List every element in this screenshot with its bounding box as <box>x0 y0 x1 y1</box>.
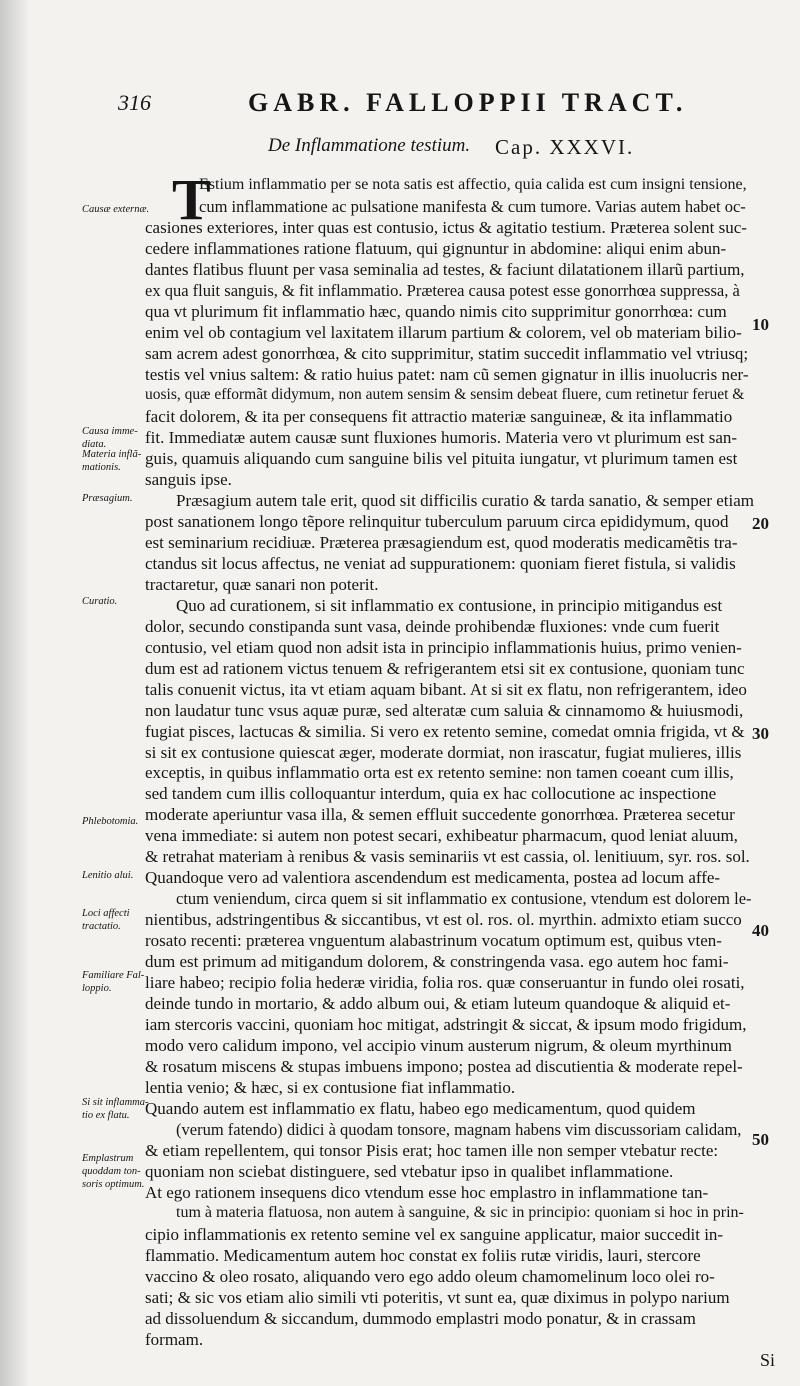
text-line: Quo ad curationem, si sit inflammatio ex contusione, in principio mitigandus est <box>176 595 723 615</box>
text-line: flammatio. Medicamentum autem hoc constat ex foliis rutæ viridis, lauri, stercore <box>145 1246 701 1266</box>
text-line: Estium inflammatio per se nota satis est affectio, quia calida est cum insigni tensione, <box>199 176 747 193</box>
text-line: dantes flatibus fluunt per vasa seminalia ad testes, & faciunt dilatationem illarũ partium, <box>145 259 745 279</box>
text-line: dum est primum ad mitigandum dolorem, & constringenda vasa. ego autem hoc fami- <box>145 952 729 972</box>
text-line: ex qua fluit sanguis, & fit inflammatio. Præterea causa potest esse gonorrhœa suppressa, à <box>145 280 740 300</box>
text-line: lentia venio; & hæc, si ex contusione fiat inflammatio. <box>145 1078 516 1098</box>
text-line: exceptis, in quibus inflammatio orta est ex retento semine: non tamen coeant cum illis, <box>145 763 734 783</box>
margin-note: Familiare Fal-loppio. <box>82 970 145 994</box>
text-line: modo vero calidum impono, vel accipio vinum austerum nigrum, & oleum myrthinum <box>145 1036 732 1056</box>
running-title: GABR. FALLOPPII TRACT. <box>248 88 688 117</box>
text-line: quoniam non sciebat distinguere, sed vtebatur ipso in qualibet inflammatione. <box>145 1162 674 1182</box>
text-line: cedere inflammationes ratione flatuum, qui gignuntur in abdomine: aliqui enim abun- <box>145 238 727 258</box>
text-line: casiones exteriores, inter quas est contusio, ictus & agitatio testium. Præterea solent suc- <box>145 217 747 237</box>
text-line: facit dolorem, & ita per consequens fit attractio materiæ sanguineæ, & ita inflammatio <box>145 406 733 426</box>
text-line: Quandoque vero ad valentiora ascendendum est medicamenta, postea ad locum affe- <box>145 868 721 888</box>
text-line: deinde tundo in mortario, & addo album oui, & etiam luteum quandoque & aliquid et- <box>145 994 731 1014</box>
text-line: sanguis ipse. <box>145 469 232 489</box>
text-line: sed tandem cum illis colloquantur interdum, quia ex hac collocutione ac inspectione <box>145 784 717 804</box>
text-line: & retrahat materiam à renibus & vasis seminariis vt est cassia, ol. lenitiuum, syr. ros. sol. <box>145 847 750 867</box>
margin-note: Loci affecti tractatio. <box>82 908 130 932</box>
text-line: moderate aperiuntur vasa illa, & semen effluit succedente gonorrhœa. Præterea secetur <box>145 805 735 825</box>
text-line: liare habeo; recipio folia hederæ viridia, folia ros. quæ conseruantur in fundo olei rosati, <box>145 973 745 993</box>
text-line: rosato recenti: præterea vnguentum alabastrinum vocatum optimum est, quibus vten- <box>145 931 722 951</box>
text-line: Quando autem est inflammatio ex flatu, habeo ego medicamentum, quod quidem <box>145 1099 696 1119</box>
text-line: guis, quamuis aliquando cum sanguine bilis vel pituita iungatur, vt plurimum tamen est <box>145 448 738 468</box>
page-number: 316 <box>118 90 151 115</box>
text-line: uosis, quæ efformãt didymum, non autem sensim & sensim debeat fluere, cum retinetur feruet & <box>145 385 745 403</box>
text-line: fit. Immediatæ autem causæ sunt fluxiones humoris. Materia vero vt plurimum est san- <box>145 427 738 447</box>
text-line: cum inflammatione ac pulsatione manifesta & cum tumore. Varias autem habet oc- <box>199 196 746 216</box>
text-line: & rosatum miscens & stupas imbuens impono; postea ad discutientia & moderate repel- <box>145 1057 743 1077</box>
text-line: contusio, vel etiam quod non adsit ista in principio inflammationis huius, primo venien- <box>145 637 742 657</box>
text-line: (verum fatendo) didici à quodam tonsore, magnam habens vim discussoriam calidam, <box>176 1120 742 1140</box>
drop-cap-initial: T <box>172 167 211 232</box>
text-line: iam stercoris vaccini, quoniam hoc mitigat, adstringit & siccat, & ipsum modo frigidum, <box>145 1015 747 1035</box>
line-number: 10 <box>752 315 769 334</box>
margin-note: Phlebotomia. <box>82 816 139 827</box>
text-line: formam. <box>145 1330 204 1349</box>
text-line: cipio inflammationis ex retento semine vel ex sanguine applicatur, maior succedit in- <box>145 1225 724 1245</box>
text-line: nientibus, adstringentibus & siccantibus, vt est ol. ros. ol. myrthin. admixto etiam succo <box>145 910 742 930</box>
margin-note: Causa imme-diata. <box>82 426 138 450</box>
text-line: ad dissoluendum & siccandum, dummodo emplastri modo ponatur, & in crassam <box>145 1309 696 1329</box>
text-line: enim vel ob contagium vel laxitatem illarum partium & colorem, vel ob materiam bilio- <box>145 322 742 342</box>
text-line: talis conuenit victus, ita vt etiam aquam bibant. At si sit ex flatu, non refrigerantem, ideo <box>145 679 747 699</box>
margin-note: Præsagium. <box>82 493 133 504</box>
text-line: dum est ad rationem victus tenuem & refrigerantem etsi sit ex contusione, quoniam tunc <box>145 658 745 678</box>
line-number: 20 <box>752 514 769 533</box>
text-line: post sanationem longo tẽpore relinquitur tuberculum paruum circa epididymum, quod <box>145 511 729 531</box>
margin-note: Lenitio alui. <box>82 870 134 881</box>
chapter-heading: Cap. XXXVI. <box>495 135 635 159</box>
line-number: 30 <box>752 724 769 743</box>
text-line: vena immediate: si autem non potest secari, exhibeatur pharmacum, quod leniat aluum, <box>145 826 738 846</box>
text-line: est seminarium recidiuæ. Præterea præsagiendum est, quod moderatis medicamẽtis tra- <box>145 532 738 552</box>
text-line: & etiam repellentem, qui tonsor Pisis erat; hoc tamen ille non semper vtebatur recte: <box>145 1141 719 1161</box>
text-line: non laudatur tunc vsus aquæ puræ, sed alteratæ cum saluia & cinnamomo & huiusmodi, <box>145 700 744 720</box>
catchword: Si <box>760 1350 776 1370</box>
margin-note: Si sit inflamma-tio ex flatu. <box>82 1097 149 1121</box>
text-line: testis vel vnius saltem: & ratio huius patet: nam cũ semen gignatur in illis inuolucris ner- <box>145 364 749 384</box>
line-number: 50 <box>752 1130 769 1149</box>
section-title: De Inflammatione testium. <box>268 135 471 156</box>
text-line: tractaretur, quæ sanari non poterit. <box>145 574 379 594</box>
margin-note: Causæ externæ. <box>82 204 150 215</box>
text-line: qua vt plurimum fit inflammatio hæc, quando nimis cito supprimitur gonorrhœa: cum <box>145 301 727 321</box>
text-line: sati; & sic vos etiam alio simili vti poteritis, vt sunt ea, quæ diximus in polypo narium <box>145 1288 730 1308</box>
text-line: sam acrem adest gonorrhœa, & cito supprimitur, statim succedit inflammatio vel vtriusq; <box>145 343 749 363</box>
text-line: ctum veniendum, circa quem si sit inflammatio ex contusione, vtendum est dolorem le- <box>176 889 752 909</box>
margin-note: Emplastrum quoddam ton-soris optimum. <box>82 1153 145 1190</box>
text-line: fugiat pisces, lactucas & similia. Si vero ex retento semine, comedat omnia frigida, vt & <box>145 721 745 741</box>
margin-note: Materia inflã-mationis. <box>82 449 142 473</box>
text-line: At ego rationem insequens dico vtendum esse hoc emplastro in inflammatione tan- <box>145 1183 709 1203</box>
text-line: tum à materia flatuosa, non autem à sanguine, & sic in principio: quoniam si hoc in prin- <box>176 1204 744 1222</box>
text-line: ctandus sit locus affectus, ne veniat ad suppurationem: quoniam fieret fistula, si validis <box>145 553 736 573</box>
gutter-shadow <box>0 0 30 1386</box>
text-line: dolor, secundo constipanda sunt vasa, deinde prohibendæ fluxiones: vnde cum fuerit <box>145 616 720 636</box>
text-line: si sit ex contusione quiescat æger, moderate dormiat, non irascatur, fugiat mulieres, illis <box>145 742 742 762</box>
text-line: vaccino & oleo rosato, aliquando vero ego addo oleum chamomelinum loco olei ro- <box>145 1267 715 1287</box>
line-number: 40 <box>752 921 769 940</box>
margin-note: Curatio. <box>82 596 118 607</box>
text-line: Præsagium autem tale erit, quod sit difficilis curatio & tarda sanatio, & semper etiam <box>176 490 755 510</box>
